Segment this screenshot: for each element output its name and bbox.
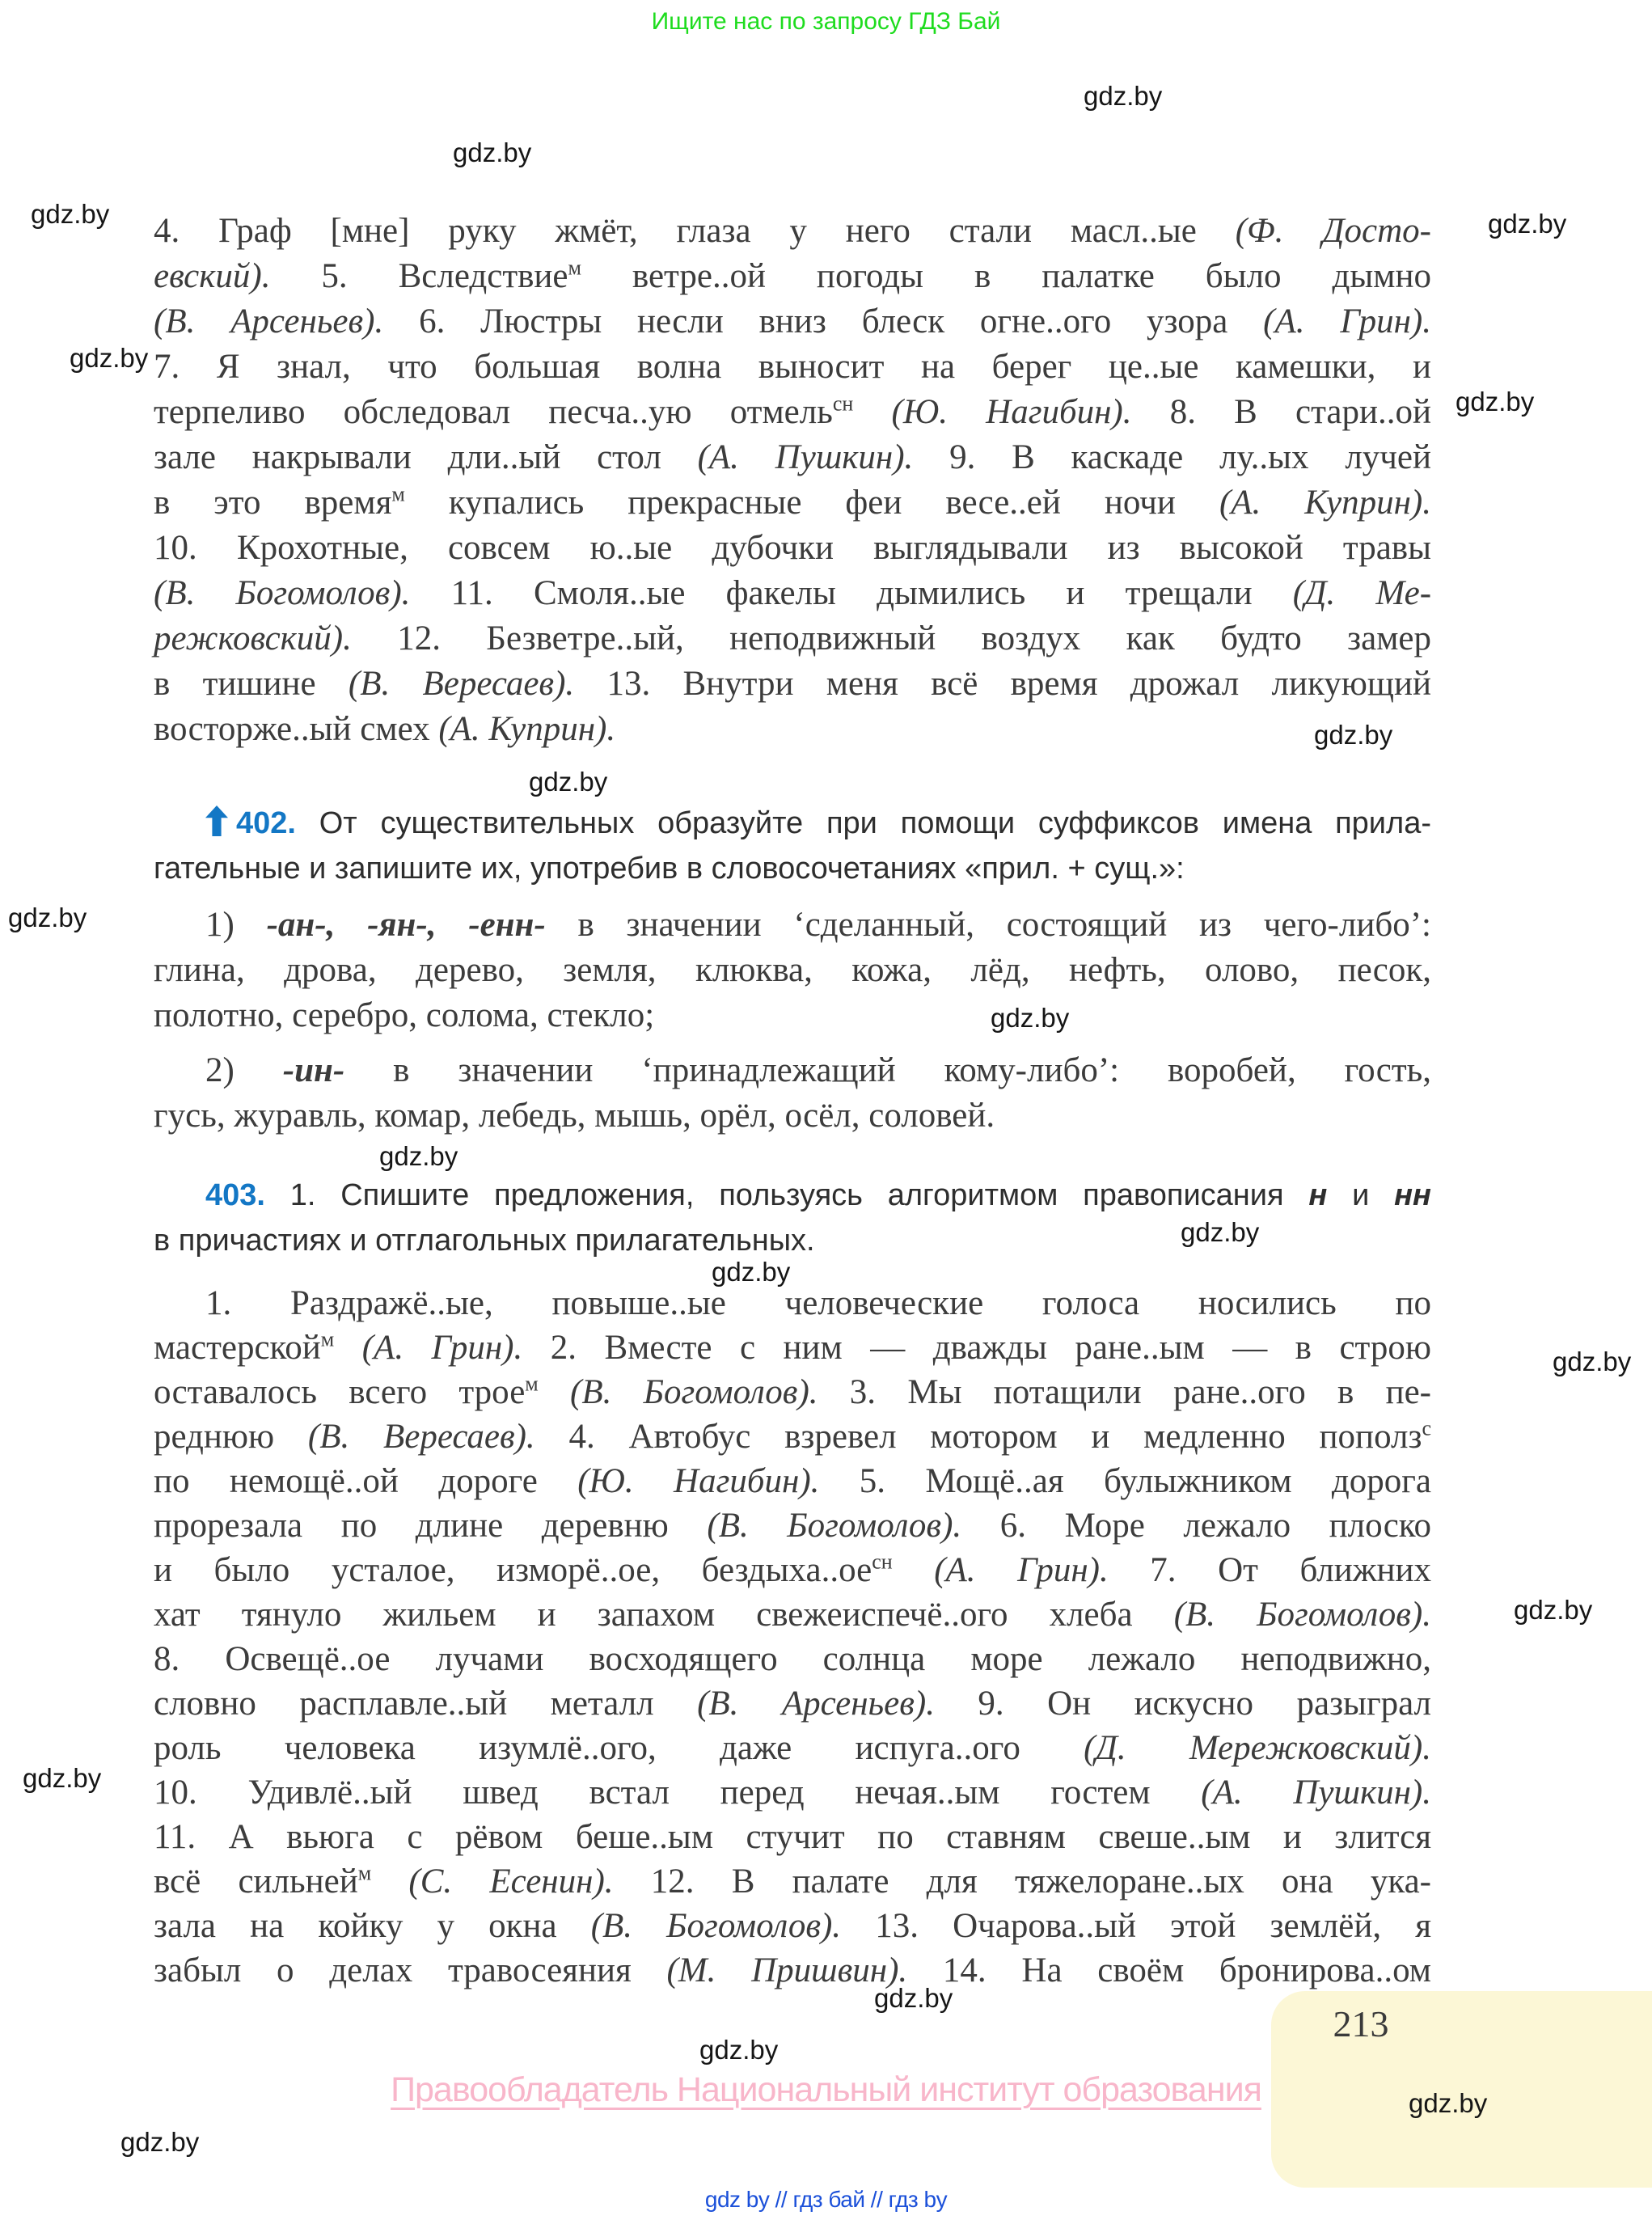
page-number: 213: [1333, 2003, 1389, 2044]
gdz-watermark: gdz.by: [699, 2035, 779, 2065]
text-segment: -ан-, -ян-, -енн-: [266, 906, 546, 944]
text-line: [154, 480, 1431, 526]
text-segment: забыл о делах травосеяния: [154, 1951, 667, 1989]
text-line: [154, 1770, 1431, 1815]
text-segment: 1): [205, 906, 267, 944]
text-segment: (В. Богомолов).: [707, 1507, 962, 1545]
text-line: [154, 1637, 1431, 1681]
text-line: [154, 345, 1431, 390]
gdz-watermark: gdz.by: [120, 2127, 200, 2157]
text-segment: 1. Спишите предложения, пользуясь алгоритмом правописания: [264, 1178, 1309, 1212]
text-segment: 5. Вследствие: [270, 257, 568, 295]
text-segment: 12. Безветре..ый, неподвижный воздух как будто замер: [351, 619, 1431, 657]
text-segment: м: [320, 1327, 335, 1351]
text-segment: сн: [872, 1550, 893, 1574]
text-line: [154, 1726, 1431, 1770]
text-segment: (А. Пушкин).: [1201, 1774, 1431, 1812]
text-line: [154, 1048, 1431, 1093]
text-segment: н: [1308, 1178, 1328, 1212]
exercise-402-heading: [154, 801, 1431, 891]
text-line: [154, 616, 1431, 662]
text-segment: режковский).: [154, 619, 352, 657]
text-segment: зале накрывали дли..ый стол: [154, 438, 698, 476]
text-segment: гательные и запишите их, употребив в словосочетаниях «прил. + сущ.»:: [154, 852, 1185, 886]
text-line: [154, 1548, 1431, 1592]
text-segment: (С. Есенин).: [408, 1862, 614, 1901]
text-line: [154, 299, 1431, 345]
text-line: [154, 1173, 1431, 1218]
text-segment: сн: [832, 391, 854, 416]
text-segment: (В. Богомолов).: [154, 574, 411, 612]
text-line: [154, 1093, 1431, 1139]
text-segment: ветре..ой погоды в палатке было дымно: [581, 257, 1431, 295]
text-segment: (А. Грин).: [1263, 302, 1431, 340]
gdz-watermark: gdz.by: [23, 1763, 102, 1793]
text-segment: 1. Раздражё..ые, повыше..ые человеческие голоса носились по: [205, 1284, 1431, 1322]
text-segment: м: [357, 1861, 372, 1885]
text-line: [154, 948, 1431, 993]
up-arrow-icon: [205, 805, 228, 836]
text-line: [154, 801, 1431, 846]
text-segment: От существительных образуйте при помощи суффиксов имена прила-: [295, 806, 1431, 840]
text-line: [154, 1459, 1431, 1503]
text-segment: в тишине: [154, 665, 349, 703]
gdz-watermark: gdz.by: [712, 1257, 791, 1287]
text-segment: (Д. Мережковский).: [1084, 1729, 1431, 1767]
text-segment: (А. Пушкин).: [697, 438, 914, 476]
text-line: [154, 571, 1431, 616]
text-segment: восторже..ый смех: [154, 710, 439, 748]
text-line: [154, 390, 1431, 435]
gdz-watermark: gdz.by: [1409, 2088, 1488, 2118]
text-segment: оставалось всего трое: [154, 1373, 526, 1411]
text-line: [154, 993, 1431, 1038]
text-line: [154, 1859, 1431, 1904]
text-segment: роль человека изумлё..ого, даже испуга..ого: [154, 1729, 1084, 1767]
text-segment: с: [1422, 1416, 1431, 1440]
gdz-watermark: gdz.by: [1084, 81, 1163, 111]
text-segment: (Д. Ме-: [1292, 574, 1432, 612]
gdz-watermark: gdz.by: [8, 903, 87, 932]
text-segment: в значении ‘сделанный, состоящий из чего-либо’:: [545, 906, 1431, 944]
copyright-link[interactable]: [0, 2070, 1652, 2110]
text-segment: (В. Богомолов).: [590, 1907, 842, 1945]
text-segment: 10. Крохотные, совсем ю..ые дубочки выглядывали из высокой травы: [154, 529, 1431, 567]
text-segment: терпеливо обследовал песча..ую отмель: [154, 393, 833, 431]
text-segment: евский).: [154, 257, 271, 295]
text-segment: всё сильней: [154, 1862, 358, 1901]
text-segment: полотно, серебро, солома, стекло;: [154, 996, 655, 1034]
text-line: [154, 526, 1431, 571]
text-segment: 4. Автобус взревел мотором и медленно пополз: [534, 1418, 1422, 1456]
text-segment: зала на койку у окна: [154, 1907, 591, 1945]
text-line: [154, 254, 1431, 299]
text-segment: (В. Вересаев).: [307, 1418, 535, 1456]
gdz-watermark: gdz.by: [453, 137, 532, 167]
text-segment: глина, дрова, дерево, земля, клюква, кожа, лёд, нефть, олово, песок,: [154, 951, 1431, 989]
text-segment: и: [1327, 1178, 1395, 1212]
text-line: [154, 209, 1431, 254]
gdz-watermark: gdz.by: [1181, 1217, 1260, 1247]
text-segment: мастерской: [154, 1329, 321, 1367]
text-segment: (Ю. Нагибин).: [891, 393, 1132, 431]
text-segment: [371, 1862, 408, 1901]
text-segment: (А. Грин).: [361, 1329, 523, 1367]
text-segment: [853, 393, 891, 431]
text-segment: (М. Пришвин).: [666, 1951, 908, 1989]
gdz-watermark: gdz.by: [874, 1983, 953, 2013]
exercise-401-continuation-text: [154, 209, 1431, 752]
text-segment: 6. Люстры несли вниз блеск огне..ого узора: [383, 302, 1264, 340]
text-segment: 12. В палате для тяжелоране..ых она ука-: [613, 1862, 1431, 1901]
gdz-watermark: gdz.by: [1488, 209, 1567, 239]
text-line: [154, 1904, 1431, 1948]
text-line: [154, 1370, 1431, 1414]
text-segment: 10. Удивлё..ый швед встал перед нечая..ым гостем: [154, 1774, 1202, 1812]
text-line: [154, 1592, 1431, 1637]
text-segment: 3. Мы потащили ране..ого в пе-: [818, 1373, 1431, 1411]
text-segment: 5. Мощё..ая булыжником дорога: [819, 1462, 1432, 1500]
gdz-watermark: gdz.by: [1514, 1595, 1593, 1625]
text-segment: 11. А вьюга с рёвом беше..ым стучит по ставням свеше..ым и злится: [154, 1818, 1431, 1856]
text-line: [154, 1326, 1431, 1370]
text-segment: 13. Внутри меня всё время дрожал ликующий: [574, 665, 1432, 703]
text-segment: 402.: [236, 806, 296, 840]
text-line: [154, 435, 1431, 480]
gdz-watermark: gdz.by: [991, 1003, 1070, 1033]
gdz-watermark: gdz.by: [31, 199, 110, 229]
text-segment: в это время: [154, 484, 392, 522]
text-segment: по немощё..ой дороге: [154, 1462, 578, 1500]
text-segment: 9. Он искусно разыграл: [934, 1685, 1432, 1723]
text-segment: реднюю: [154, 1418, 308, 1456]
text-segment: 4. Граф [мне] руку жмёт, глаза у него стали масл..ые: [154, 212, 1236, 250]
text-line: [154, 846, 1431, 891]
text-line: [154, 1281, 1431, 1326]
gdz-watermark: gdz.by: [1553, 1347, 1632, 1376]
exercise-403-sentences: [154, 1281, 1431, 1993]
gdz-watermark: gdz.by: [529, 767, 608, 797]
text-segment: 13. Очарова..ый этой землёй, я: [841, 1907, 1431, 1945]
text-segment: хат тянуло жильем и запахом свежеиспечё..ого хлеба: [154, 1596, 1174, 1634]
text-segment: 8. Освещё..ое лучами восходящего солнца море лежало неподвижно,: [154, 1640, 1431, 1678]
text-segment: (А. Куприн).: [438, 710, 616, 748]
text-segment: прорезала по длине деревню: [154, 1507, 708, 1545]
text-line: [154, 1815, 1431, 1859]
text-segment: (Ю. Нагибин).: [577, 1462, 820, 1500]
text-segment: -ин-: [282, 1051, 345, 1089]
text-segment: м: [568, 256, 581, 280]
promo-header: Ищите нас по запросу ГДЗ Бай: [651, 8, 1001, 35]
text-segment: [893, 1551, 935, 1589]
text-segment: купались прекрасные феи весе..ей ночи: [404, 484, 1219, 522]
text-segment: и было усталое, изморё..ое, бездыха..ое: [154, 1551, 872, 1589]
text-segment: м: [391, 482, 405, 506]
text-segment: словно расплавле..ый металл: [154, 1685, 698, 1723]
text-line: [154, 903, 1431, 948]
text-segment: 11. Смоля..ые факелы дымились и трещали: [410, 574, 1293, 612]
text-line: [154, 707, 1431, 752]
exercise-402-list-1: [154, 903, 1431, 1038]
text-segment: 2): [205, 1051, 283, 1089]
text-segment: в значении ‘принадлежащий кому-либо’: воробей, гость,: [344, 1051, 1431, 1089]
gdz-watermark: gdz.by: [1314, 720, 1393, 750]
text-segment: (А. Куприн).: [1219, 484, 1431, 522]
footer-links[interactable]: gdz by // гдз бай // гдз by: [704, 2187, 948, 2212]
text-segment: (В. Богомолов).: [570, 1373, 818, 1411]
text-segment: гусь, журавль, комар, лебедь, мышь, орёл, осёл, соловей.: [154, 1097, 995, 1135]
text-segment: 14. На своём бронирова..ом: [907, 1951, 1431, 1989]
text-segment: 7. Я знал, что большая волна выносит на берег це..ые камешки, и: [154, 348, 1431, 386]
text-segment: (В. Богомолов).: [1173, 1596, 1432, 1634]
text-line: [154, 1948, 1431, 1993]
text-segment: м: [525, 1372, 539, 1396]
text-segment: 7. От ближних: [1108, 1551, 1431, 1589]
text-segment: (В. Арсеньев).: [697, 1685, 935, 1723]
text-segment: (В. Арсеньев).: [154, 302, 384, 340]
gdz-watermark: gdz.by: [1456, 387, 1535, 416]
exercise-402-list-2: [154, 1048, 1431, 1139]
text-segment: 9. В каскаде лу..ых лучей: [913, 438, 1431, 476]
text-segment: 6. Море лежало плоско: [961, 1507, 1431, 1545]
text-segment: 2. Вместе с ним — дважды ране..ым — в строю: [522, 1329, 1432, 1367]
text-segment: [539, 1373, 570, 1411]
text-segment: 403.: [205, 1178, 265, 1212]
text-segment: (Ф. Досто-: [1235, 212, 1431, 250]
text-line: [154, 1503, 1431, 1548]
gdz-watermark: gdz.by: [379, 1141, 458, 1171]
text-line: [154, 1681, 1431, 1726]
copyright-link-text[interactable]: Правообладатель Национальный институт образования: [391, 2070, 1261, 2109]
text-line: [154, 1414, 1431, 1459]
text-segment: нн: [1394, 1178, 1431, 1212]
text-line: [154, 662, 1431, 707]
text-segment: 8. В стари..ой: [1131, 393, 1432, 431]
gdz-watermark: gdz.by: [70, 343, 149, 373]
text-segment: (А. Грин).: [934, 1551, 1109, 1589]
text-segment: [334, 1329, 362, 1367]
text-segment: в причастиях и отглагольных прилагательных.: [154, 1224, 815, 1258]
text-segment: (В. Вересаев).: [348, 665, 575, 703]
